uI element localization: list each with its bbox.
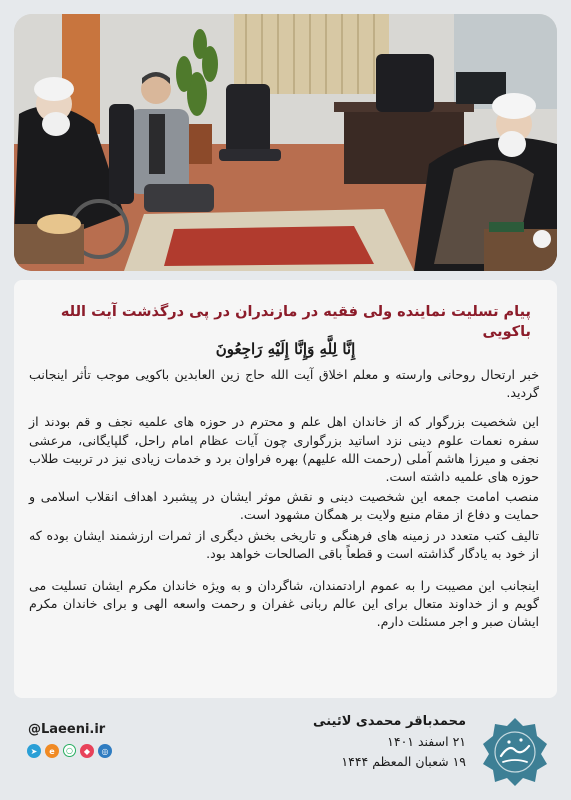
site-handle[interactable]: @Laeeni.ir (28, 722, 106, 737)
date-lunar: ۱۹ شعبان المعظم ۱۴۴۴ (341, 754, 466, 769)
quran-verse: إِنَّا لِلَّهِ وَإِنَّا إِلَیْهِ رَاجِعُونَ (215, 340, 356, 358)
signature-name: محمدباقر محمدی لائینی (313, 714, 466, 729)
paragraph: خبر ارتحال روحانی وارسته و معلم اخلاق آیت الله حاج زین العابدین باکویی موجب تأثر اینجانب گردید. (29, 367, 539, 401)
paragraph: تالیف کتب متعدد در زمینه های فرهنگی و تاریخی بخش دیگری از ثمرات ارزشمند ایشان بوده که از خود به یادگار گذاشته است و قطعاً باقی الصالحات خواهد بود. (29, 527, 539, 561)
paragraph: این شخصیت بزرگوار که از خاندان اهل علم و محترم در حوزه های علمیه نجف و قم بودند از سفره نعمات علوم دینی نزد اساتید بزرگواری چون آیات عظام امام راحل، گلپایگانی، مرعشی نجفی و میرزا هاشم آملی (رحمت الله علیهم) بهره فراوان برد و خدمات زیادی نیز در تربیت طلاب حوزه های علمیه داشته است. (29, 414, 539, 485)
header-photo (14, 14, 557, 271)
message-body (29, 366, 539, 643)
paragraph: اینجانب این مصیبت را به عموم ارادتمندان، شاگردان و به ویژه خاندان مکرم ایشان تسلیت می گویم و از خداوند متعال برای این عالم ربانی غفران و رحمت واسعه الهی و برای خاندان مکرم ایشان صبر و اجر مسئلت دارم. (29, 578, 539, 630)
paragraph: منصب امامت جمعه این شخصیت دینی و نقش موثر ایشان در پیشبرد اهداف انقلاب اسلامی و حمایت و دفاع از مقام منیع ولایت بر همگان مشهود است. (29, 489, 539, 523)
globe-icon[interactable]: ◎ (98, 744, 112, 758)
rubika-icon[interactable]: ◆ (80, 744, 94, 758)
eitaa-icon[interactable]: e (45, 744, 59, 758)
date-solar: ۲۱ اسفند ۱۴۰۱ (387, 734, 466, 749)
page-title: پیام تسلیت نماینده ولی فقیه در مازندران در پی درگذشت آیت الله باکویی (60, 304, 531, 340)
telegram-icon[interactable]: ➤ (27, 744, 41, 758)
logo-seal-icon (479, 716, 551, 788)
bale-icon[interactable]: ○ (63, 744, 76, 757)
social-icons (27, 744, 112, 758)
signature-block (313, 712, 466, 772)
